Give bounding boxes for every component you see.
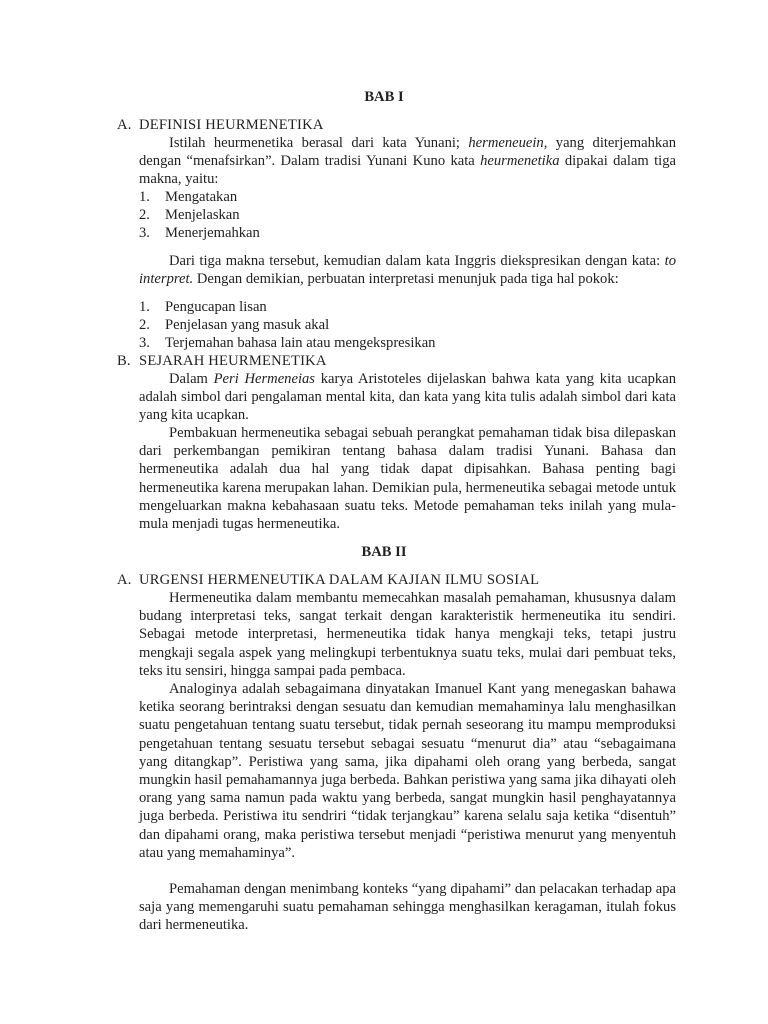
list-item: 3. Menerjemahkan [139,225,260,242]
italic-term: to interpret. [139,253,676,288]
italic-term: Peri Hermeneias [213,371,315,387]
chapter-title-bab-2: BAB II [361,544,407,560]
section-heading-sejarah [117,352,327,370]
section-heading-urgensi [117,571,539,589]
list-item: 3. Terjemahan bahasa lain atau mengekspresikan [139,335,436,352]
list-hal-pokok [139,298,676,353]
section-heading-text: SEJARAH HEURMENETIKA [139,353,327,369]
paragraph-sejarah-2: Pembakuan hermeneutika sebagai sebuah perangkat pemahaman tidak bisa dilepaskan dari perkembangan pemikiran tentang bahasa dalam tradisi Yunani. Bahasa dan hermeneutika adalah dua hal yang tidak dapat dipisahkan. Bahasa penting bagi hermeneutika karena merupakan lahan. Demikian pula, hermeneutika sebagai metode untuk mengeluarkan makna kebahasaan suatu teks. Metode pemahaman teks inilah yang mula-mula menjadi tugas hermeneutika. [139,425,676,533]
list-item: 1. Pengucapan lisan [139,299,267,315]
section-heading-text: DEFINISI HEURMENETIKA [139,117,324,133]
list-makna [139,188,676,243]
paragraph-definisi-2: Dari tiga makna tersebut, kemudian dalam kata Inggris diekspresikan dengan kata: to interpret. Dengan demikian, perbuatan interpretasi menunjuk pada tiga hal pokok: [139,253,676,288]
section-heading-text: URGENSI HERMENEUTIKA DALAM KAJIAN ILMU SOSIAL [139,572,540,588]
paragraph-urgensi-2: Analoginya adalah sebagaimana dinyatakan Imanuel Kant yang menegaskan bahawa ketika seorang berintraksi dengan sesuatu dan kemudian memahaminya lalu menghasilkan suatu pengetahuan tentang suatu tersebut, tidak pernah seseorang itu mampu memproduksi pengetahuan tentang sesuatu tersebut sebagai sesuatu “menurut dia” atau “sebagaimana yang ditangkap”. Peristiwa yang sama, jika dipahami oleh orang yang berbeda, sangat mungkin hasil pemahamannya juga berbeda. Bahkan peristiwa yang sama jika dihayati oleh orang yang sama namun pada waktu yang berbeda, sangat mungkin hasil penghayatannya juga berbeda. Peristiwa itu sendriri “tidak terjangkau” karena selalu saja ketika “disentuh” dan dipahami orang, maka peristiwa tersebut menjadi “peristiwa menurut yang menyentuh atau yang memahaminya”. [139,681,676,861]
italic-term: heurmenetika [480,153,560,170]
section-letter: A. [117,117,132,133]
italic-term: hermeneuein, [468,135,548,151]
section-letter: B. [117,353,131,369]
list-item: 1. Mengatakan [139,189,238,205]
section-letter: A. [117,572,132,588]
paragraph-sejarah-1: Dalam Peri Hermeneias karya Aristoteles dijelaskan bahwa kata yang kita ucapkan adalah simbol dari pengalaman mental kita, dan kata yang kita tulis adalah simbol dari kata yang kita ucapkan. [139,371,676,424]
list-item: 2. Menjelaskan [139,207,240,224]
paragraph-urgensi-1: Hermeneutika dalam membantu memecahkan masalah pemahaman, khususnya dalam budang interpretasi teks, sangat terkait dengan karakteristik hermeneutika itu sendiri. Sebagai metode interpretasi, hermeneutika tidak hanya mengkaji teks, tetapi justru mengkaji segala aspek yang melingkupi terbentuknya suatu teks, mulai dari pembuat teks, teks itu sensiri, hingga sampai pada pembaca. [139,590,676,679]
list-item: 2. Penjelasan yang masuk akal [139,317,330,334]
paragraph-urgensi-3: Pemahaman dengan menimbang konteks “yang dipahami” dan pelacakan terhadap apa saja yang memengaruhi suatu pemahaman sehingga menghasilkan keragaman, itulah fokus dari hermeneutika. [139,881,676,934]
chapter-title-bab-1: BAB I [364,89,404,105]
section-heading-definisi [117,116,324,134]
paragraph-definisi-1: Istilah heurmenetika berasal dari kata Yunani; hermeneuein, yang diterjemahkan dengan “menafsirkan”. Dalam tradisi Yunani Kuno kata heurmenetika dipakai dalam tiga makna, yaitu: [139,135,676,188]
